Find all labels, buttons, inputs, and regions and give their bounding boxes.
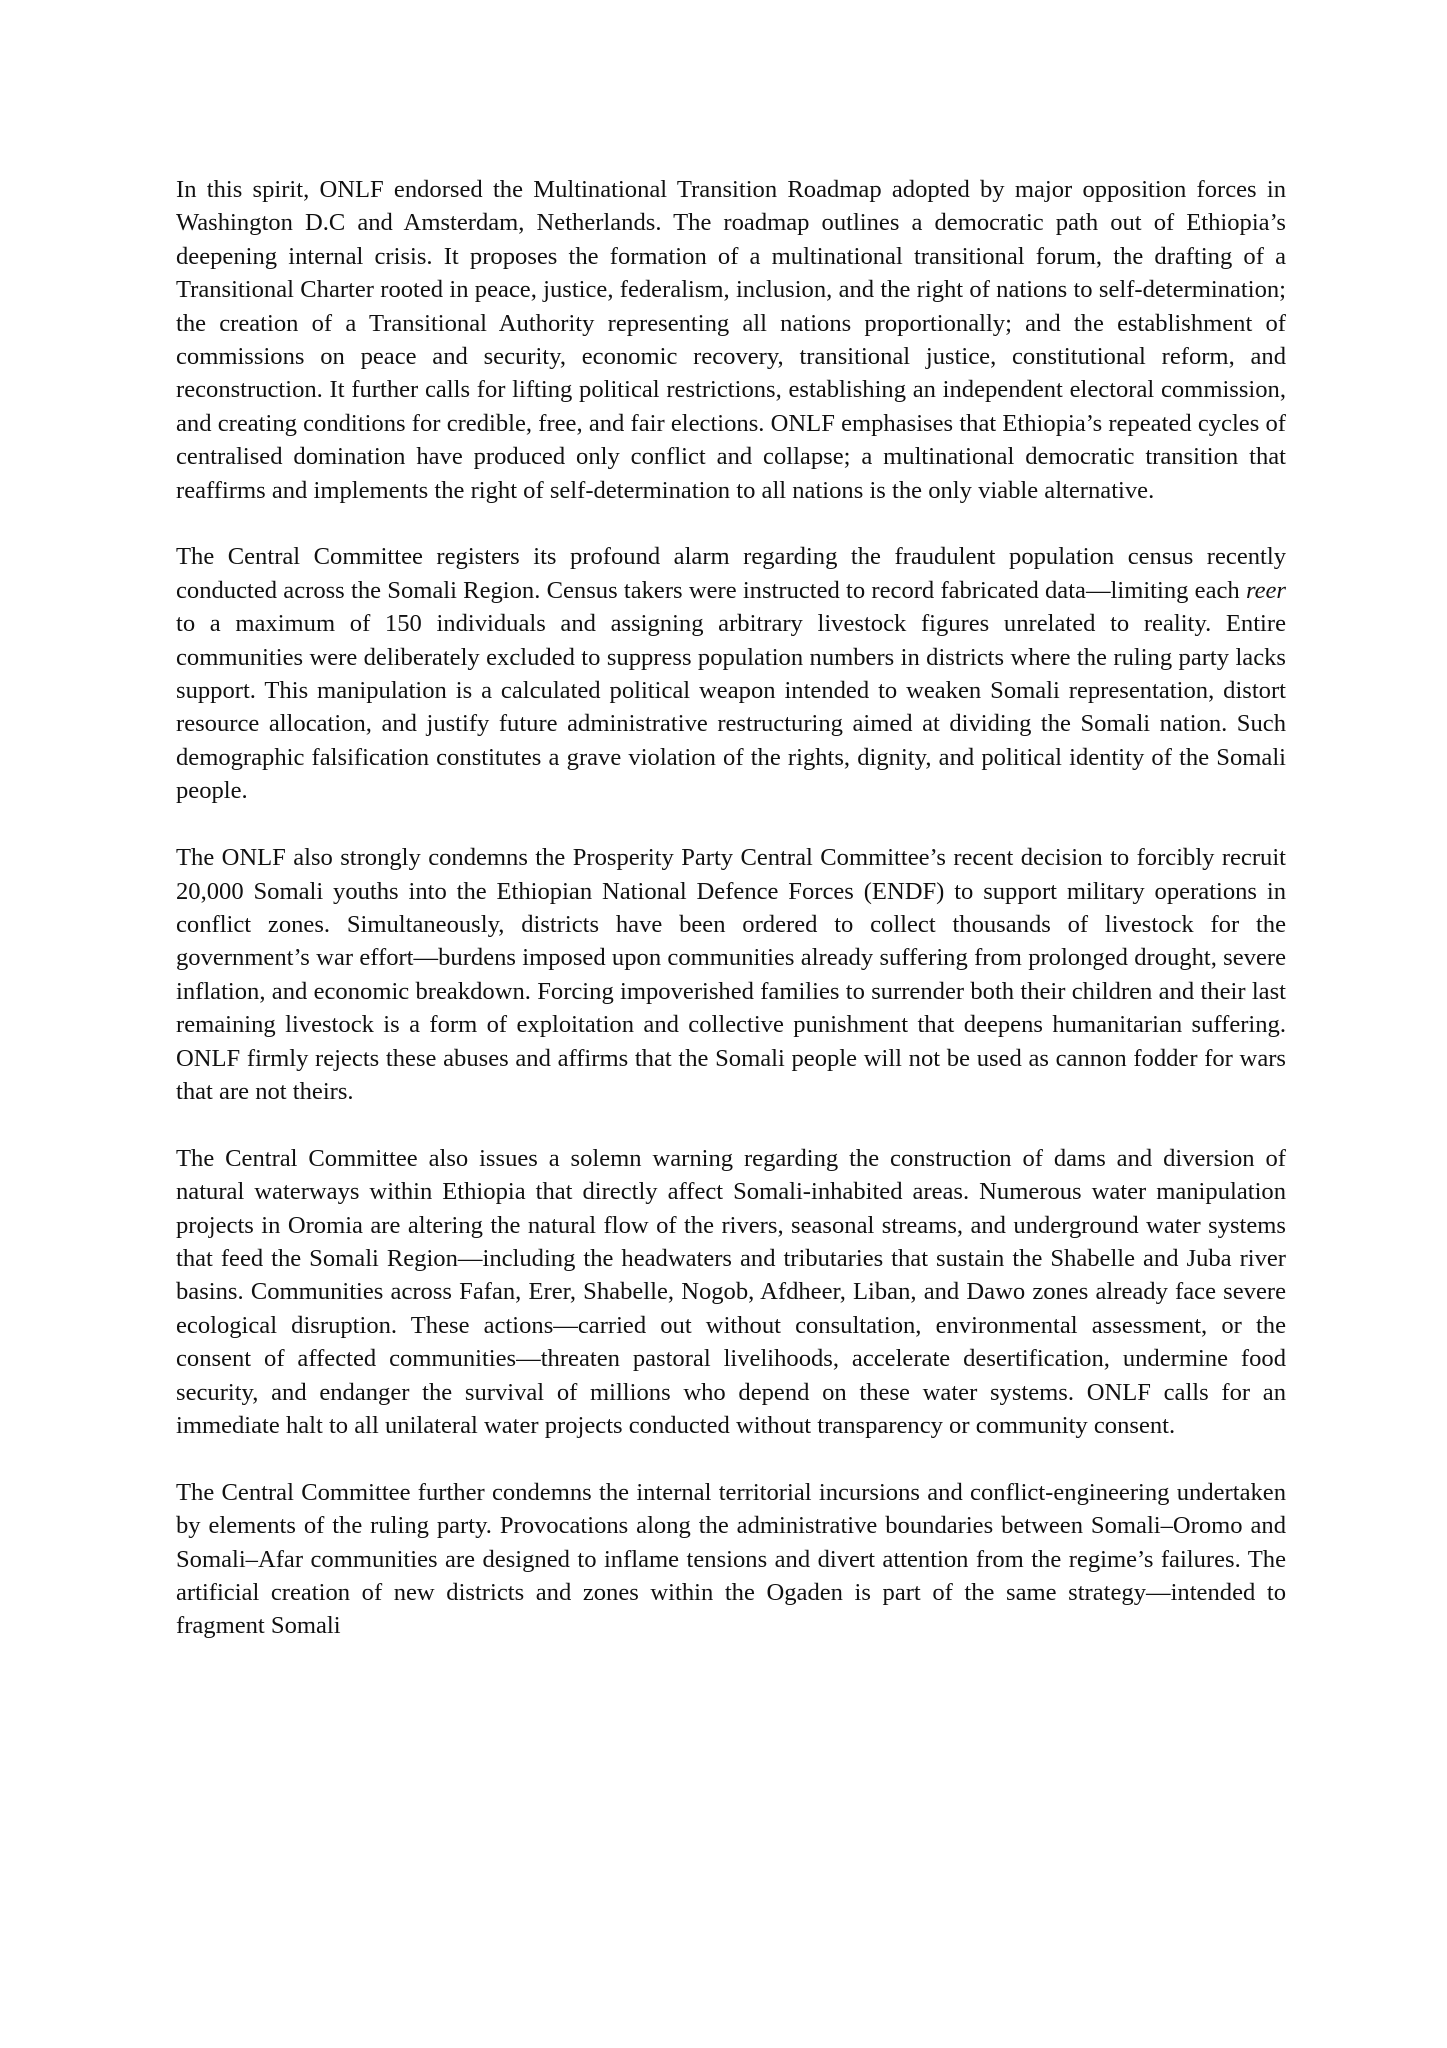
paragraph-census-italic-term: reer	[1245, 576, 1286, 604]
paragraph-census-start: The Central Committee registers its profound alarm regarding the fraudulent population census recently conducted across the Somali Region. Census takers were instructed to record fabricated data—limiting each	[176, 543, 1286, 604]
paragraph-roadmap: In this spirit, ONLF endorsed the Multinational Transition Roadmap adopted by major opposition forces in Washington D.C and Amsterdam, Netherlands. The roadmap outlines a democratic path out of Ethiopia’s deepening internal crisis. It proposes the formation of a multinational transitional forum, the drafting of a Transitional Charter rooted in peace, justice, federalism, inclusion, and the right of nations to self-determination; the creation of a Transitional Authority representing all nations proportionally; and the establishment of commissions on peace and security, economic recovery, transitional justice, constitutional reform, and reconstruction. It further calls for lifting political restrictions, establishing an independent electoral commission, and creating conditions for credible, free, and fair elections. ONLF emphasises that Ethiopia’s repeated cycles of centralised domination have produced only conflict and collapse; a multinational democratic transition that reaffirms and implements the right of self-determination to all nations is the only viable alternative.	[176, 176, 1286, 504]
paragraph-census	[176, 540, 1286, 807]
paragraph-incursions: The Central Committee further condemns the internal territorial incursions and conflict-engineering undertaken by elements of the ruling party. Provocations along the administrative boundaries between Somali–Oromo and Somali–Afar communities are designed to inflame tensions and divert attention from the regime’s failures. The artificial creation of new districts and zones within the Ogaden is part of the same strategy—intended to fragment Somali	[176, 1478, 1286, 1640]
document-body	[176, 173, 1286, 1643]
paragraph-water: The Central Committee also issues a solemn warning regarding the construction of dams and diversion of natural waterways within Ethiopia that directly affect Somali-inhabited areas. Numerous water manipulation projects in Oromia are altering the natural flow of the rivers, seasonal streams, and underground water systems that feed the Somali Region—including the headwaters and tributaries that sustain the Shabelle and Juba river basins. Communities across Fafan, Erer, Shabelle, Nogob, Afdheer, Liban, and Dawo zones already face severe ecological disruption. These actions—carried out without consultation, environmental assessment, or the consent of affected communities—threaten pastoral livelihoods, accelerate desertification, undermine food security, and endanger the survival of millions who depend on these water systems. ONLF calls for an immediate halt to all unilateral water projects conducted without transparency or community consent.	[176, 1144, 1286, 1439]
paragraph-census-end: to a maximum of 150 individuals and assigning arbitrary livestock figures unrelated to reality. Entire communities were deliberately excluded to suppress population numbers in districts where the ruling party lacks support. This manipulation is a calculated political weapon intended to weaken Somali representation, distort resource allocation, and justify future administrative restructuring aimed at dividing the Somali nation. Such demographic falsification constitutes a grave violation of the rights, dignity, and political identity of the Somali people.	[176, 610, 1286, 805]
paragraph-recruitment: The ONLF also strongly condemns the Prosperity Party Central Committee’s recent decision to forcibly recruit 20,000 Somali youths into the Ethiopian National Defence Forces (ENDF) to support military operations in conflict zones. Simultaneously, districts have been ordered to collect thousands of livestock for the government’s war effort—burdens imposed upon communities already suffering from prolonged drought, severe inflation, and economic breakdown. Forcing impoverished families to surrender both their children and their last remaining livestock is a form of exploitation and collective punishment that deepens humanitarian suffering. ONLF firmly rejects these abuses and affirms that the Somali people will not be used as cannon fodder for wars that are not theirs.	[176, 844, 1286, 1105]
